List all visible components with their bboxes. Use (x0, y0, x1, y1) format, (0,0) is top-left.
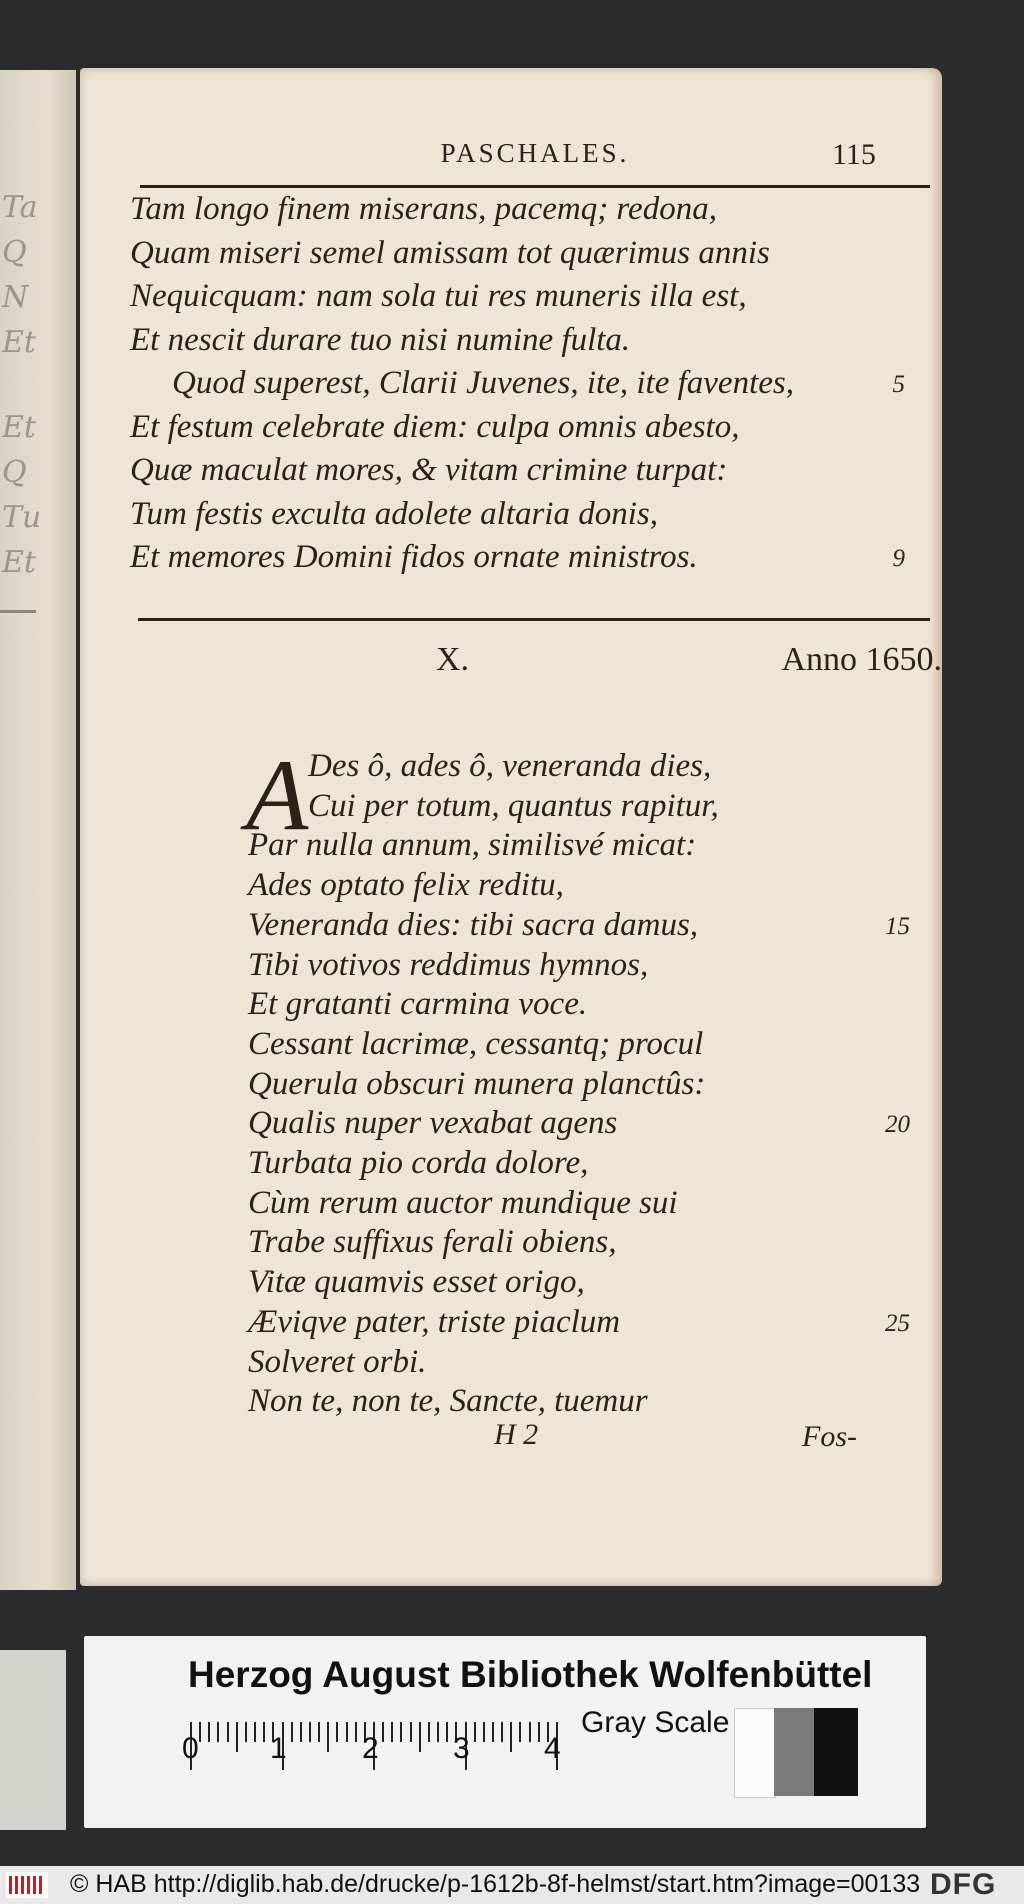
ruler-tick (446, 1722, 448, 1742)
adjacent-page-fragment: Tu (2, 500, 42, 535)
adjacent-page-sliver (0, 70, 76, 1590)
adjacent-page-rule (0, 610, 36, 613)
poem-line: Solveret orbi. (248, 1343, 427, 1380)
poem-line: Turbata pio corda dolore, (248, 1145, 589, 1181)
dfg-logo: DFG (930, 1868, 997, 1901)
section-year: Anno 1650. (781, 641, 942, 678)
poem-line: Vitæ quamvis esset origo, (248, 1264, 585, 1301)
footer-bar (0, 1866, 1024, 1904)
poem-line: Tam longo finem miserans, pacemq; redona, (130, 191, 717, 227)
gray-swatch-white (734, 1708, 776, 1798)
ruler (190, 1718, 584, 1778)
poem-line: Qualis nuper vexabat agens (248, 1105, 618, 1142)
ruler-label: 4 (544, 1732, 561, 1765)
ruler-tick (236, 1722, 238, 1752)
line-number: 5 (892, 371, 905, 398)
poem-line: Cui per totum, quantus rapitur, (308, 787, 719, 824)
ruler-tick (318, 1722, 320, 1742)
poem-line: Non te, non te, Sancte, tuemur (248, 1383, 648, 1420)
adjacent-page-fragment: N (2, 280, 29, 315)
poem-line: Par nulla annum, similisvé micat: (248, 827, 697, 864)
header-rule (140, 185, 930, 188)
section-divider-rule (138, 618, 930, 621)
ruler-tick (382, 1722, 384, 1742)
poem-line: Quam miseri semel amissam tot quærimus annis (130, 234, 770, 271)
poem-line: Veneranda dies: tibi sacra damus, (248, 906, 699, 943)
poem-line: Quæ maculat mores, & vitam crimine turpat: (130, 452, 728, 488)
gray-swatch-black (814, 1708, 858, 1796)
line-number: 9 (892, 545, 905, 572)
ruler-tick (300, 1722, 302, 1742)
ruler-tick (227, 1722, 229, 1742)
poem-line: Trabe suffixus ferali obiens, (248, 1224, 617, 1261)
line-number: 20 (885, 1111, 910, 1139)
adjacent-page-edge (0, 1650, 66, 1830)
ruler-tick (217, 1722, 219, 1742)
ruler-tick (492, 1722, 494, 1742)
ruler-tick (474, 1722, 476, 1742)
ruler-tick (519, 1722, 521, 1742)
ruler-tick (309, 1722, 311, 1742)
ruler-tick (483, 1722, 485, 1742)
poem-line: Et festum celebrate diem: culpa omnis abesto, (130, 408, 740, 445)
ruler-tick (510, 1722, 512, 1752)
gray-swatch-mid (774, 1708, 814, 1796)
ruler-tick (355, 1722, 357, 1742)
catchword: Fos- (802, 1420, 857, 1453)
adjacent-page-fragment: Et (2, 325, 36, 360)
ruler-tick (501, 1722, 503, 1742)
ruler-tick (208, 1722, 210, 1742)
ruler-tick (346, 1722, 348, 1742)
poem-line: Ades optato felix reditu, (248, 867, 564, 904)
line-number: 25 (885, 1309, 910, 1337)
ruler-tick (538, 1722, 540, 1742)
hab-logo-icon (6, 1872, 48, 1898)
ruler-tick (327, 1722, 329, 1752)
poem-line: Quod superest, Clarii Juvenes, ite, ite faventes, (172, 365, 794, 401)
adjacent-page-fragment: Et (2, 545, 36, 580)
line-number: 15 (885, 912, 910, 940)
book-page (80, 68, 942, 1586)
ruler-tick (245, 1722, 247, 1742)
color-scale-card (84, 1636, 926, 1828)
ruler-tick (428, 1722, 430, 1742)
poem-line: Tum festis exculta adolete altaria donis, (130, 495, 658, 532)
ruler-tick (263, 1722, 265, 1742)
poem-line: Nequicquam: nam sola tui res muneris illa est, (130, 278, 747, 314)
ruler-tick (336, 1722, 338, 1742)
source-url: © HAB http://diglib.hab.de/drucke/p-1612b-8f-helmst/start.htm?image=00133 (70, 1870, 921, 1898)
library-name: Herzog August Bibliothek Wolfenbüttel (188, 1654, 873, 1695)
gray-scale-label: Gray Scale (581, 1706, 730, 1739)
ruler-tick (400, 1722, 402, 1742)
ruler-label: 2 (362, 1732, 379, 1765)
poem-line: Des ô, ades ô, veneranda dies, (308, 748, 712, 784)
ruler-tick (391, 1722, 393, 1742)
poem-line: Et nescit durare tuo nisi numine fulta. (130, 321, 631, 358)
ruler-tick (410, 1722, 412, 1742)
poem-line: Querula obscuri munera planctûs: (248, 1065, 706, 1102)
ruler-tick (437, 1722, 439, 1742)
drop-cap: A (246, 739, 309, 852)
adjacent-page-fragment: Et (2, 410, 36, 445)
section-number: X. (436, 641, 470, 678)
poem-line: Tibi votivos reddimus hymnos, (248, 946, 649, 983)
ruler-tick (254, 1722, 256, 1742)
ruler-tick (419, 1722, 421, 1752)
ruler-label: 3 (453, 1732, 470, 1765)
ruler-label: 0 (182, 1732, 199, 1765)
adjacent-page-fragment: Q (2, 455, 27, 490)
signature-mark: H 2 (494, 1418, 539, 1451)
running-header: PASCHALES. (440, 138, 630, 168)
poem-line: Cessant lacrimæ, cessantq; procul (248, 1025, 704, 1062)
ruler-label: 1 (270, 1732, 287, 1765)
adjacent-page-fragment: Ta (2, 190, 38, 225)
ruler-tick (529, 1722, 531, 1742)
poem-line: Æviqve pater, triste piaclum (248, 1303, 621, 1340)
ruler-tick (291, 1722, 293, 1742)
poem-line: Cùm rerum auctor mundique sui (248, 1184, 678, 1221)
poem-line: Et memores Domini fidos ornate ministros. (130, 539, 698, 575)
page-number: 115 (832, 138, 876, 171)
poem-line: Et gratanti carmina voce. (248, 986, 588, 1023)
ruler-tick (199, 1722, 201, 1742)
adjacent-page-fragment: Q (2, 235, 27, 270)
